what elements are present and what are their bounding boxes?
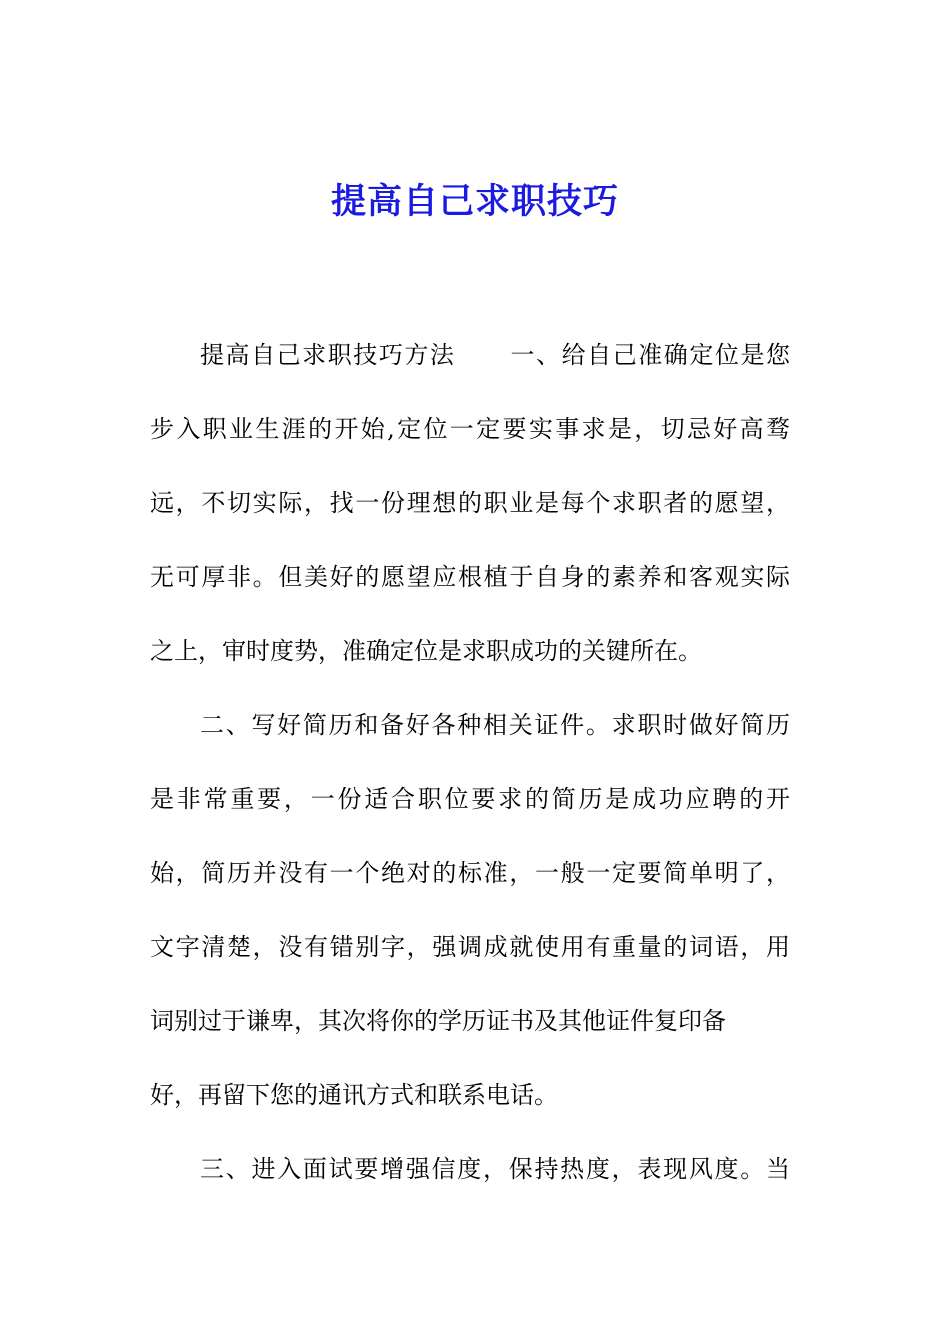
text-line: 远，不切实际，找一份理想的职业是每个求职者的愿望，: [150, 489, 790, 517]
text-line: 二、写好简历和备好各种相关证件。求职时做好简历: [200, 711, 790, 739]
text-line: 步入职业生涯的开始,定位一定要实事求是，切忌好高骛: [150, 415, 790, 443]
text-line: 是非常重要，一份适合职位要求的简历是成功应聘的开: [150, 785, 790, 813]
text-line: 好，再留下您的通讯方式和联系电话。: [150, 1081, 558, 1109]
text-line: 无可厚非。但美好的愿望应根植于自身的素养和客观实际: [150, 563, 790, 591]
text-line: 提高自己求职技巧方法 一、给自己准确定位是您: [200, 341, 790, 369]
text-line: 三、进入面试要增强信度，保持热度，表现风度。当: [200, 1155, 790, 1183]
text-line: 词别过于谦卑，其次将你的学历证书及其他证件复印备: [150, 1007, 726, 1035]
text-line: 之上，审时度势，准确定位是求职成功的关键所在。: [150, 637, 702, 665]
text-line: 始，简历并没有一个绝对的标准，一般一定要简单明了，: [150, 859, 790, 887]
document-body: [150, 318, 790, 1206]
text-line: 文字清楚，没有错别字，强调成就使用有重量的词语，用: [150, 933, 790, 961]
document-title: 提高自己求职技巧: [330, 182, 619, 222]
